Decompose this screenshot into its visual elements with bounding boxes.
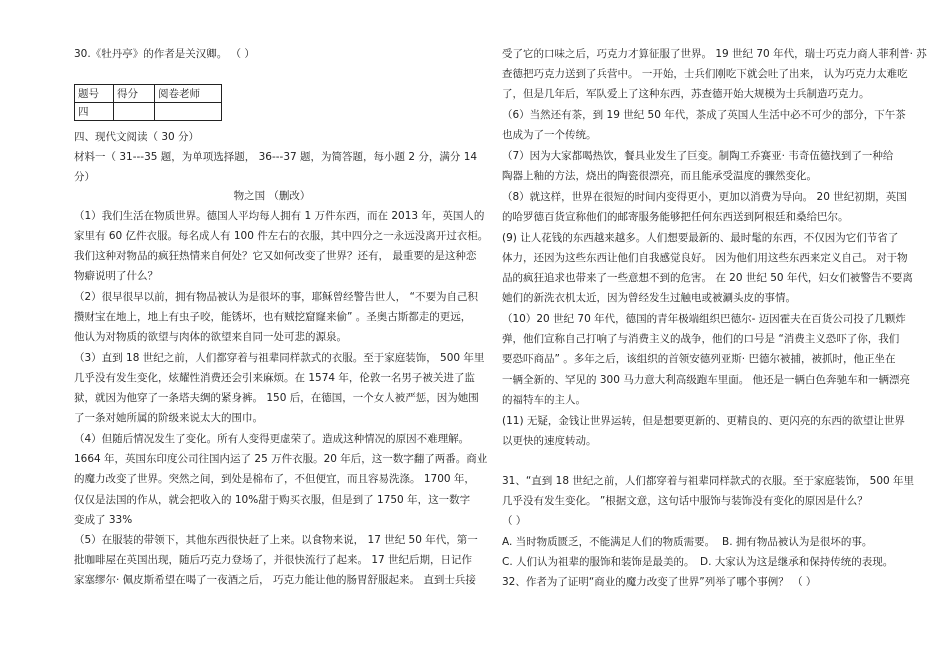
score-table <box>74 84 222 121</box>
section-title: 四、现代文阅读（ 30 分） <box>74 131 200 143</box>
paragraph-line: 我们这种对物品的疯狂热情来自何处？它又如何改变了世界？还有， 最重要的是这种恋 <box>74 250 477 262</box>
paragraph-line: （3）直到 18 世纪之前，人们都穿着与祖辈同样款式的衣服。至于家庭装饰， 500 年里 <box>74 352 485 364</box>
paragraph-line: 几乎没有发生变化，炫耀性消费还会引来麻烦。在 1574 年，伦敦一名男子被关进了监 <box>74 372 475 384</box>
question-32: 32、作者为了证明“商业的魔力改变了世界”列举了哪个事例？ （ ） <box>502 576 817 588</box>
paragraph-line: 她们的新洗衣机太近，因为曾经发生过触电或被涮头皮的事情。 <box>502 292 796 304</box>
score-header-grader: 阅卷老师 <box>155 85 222 103</box>
paragraph-line: （7）因为大家都喝热饮，餐具业发生了巨变。制陶工乔赛亚· 韦奇伍德找到了一种给 <box>502 150 894 162</box>
paragraph-line: 物癖说明了什么？ <box>74 270 158 282</box>
paragraph-line: 他认为对物质的欲望与肉体的欲望来自同一处可悲的源泉。 <box>74 331 347 343</box>
paragraph-line: 攒财宝在地上，地上有虫子咬，能锈坏，也有贼挖窟窿来偷” 。圣奥古斯都走的更远， <box>74 311 472 323</box>
paragraph-line: 变成了 33% <box>74 514 133 526</box>
score-header-score: 得分 <box>114 85 155 103</box>
paragraph-line: 的哈罗德百货宣称他们的邮寄服务能够把任何东西送到阿根廷和桑给巴尔。 <box>502 211 849 223</box>
paragraph-line: 的魔力改变了世界。突然之间，到处是棉布了，不但便宜，而且容易洗涤。 1700 年， <box>74 473 475 485</box>
paragraph-line: 1664 年，英国东印度公司往国内运了 25 万件衣服。20 年后，这一数字翻了两番。商业 <box>74 453 488 465</box>
paragraph-line: 了一条对她所属的阶级来说太大的围巾。 <box>74 412 263 424</box>
paragraph-line: 狱，就因为他穿了一条塔夫绸的紧身裤。 150 后，在德国，一个女人被严惩，因为她围 <box>74 392 479 404</box>
score-table-row <box>75 103 222 121</box>
paragraph-line: （1）我们生活在物质世界。德国人平均每人拥有 1 万件东西，而在 2013 年，英国人的 <box>74 210 485 222</box>
paragraph-line: 家里有 60 亿件衣服。每名成人有 100 件左右的衣服，其中四分之一永远没离开过衣柜。 <box>74 230 489 242</box>
paragraph-line: （8）就这样，世界在很短的时间内变得更小，更加以消费为导向。 20 世纪初期，英国 <box>502 191 907 203</box>
paragraph-line: （5）在服装的带领下，其他东西很快赶了上来。以食物来说， 17 世纪 50 年代，第一 <box>74 534 478 546</box>
paragraph-line: 品的疯狂追求也带来了一些意想不到的危害。 在 20 世纪 50 年代，妇女们被警告不要离 <box>502 272 913 284</box>
paragraph-line: 批咖啡屋在英国出现，随后巧克力登场了，并很快流行了起来。 17 世纪后期，日记作 <box>74 554 473 566</box>
question-31-line: 几乎没有发生变化。 ”根据文意，这句话中服饰与装饰没有变化的原因是什么？ <box>502 495 868 507</box>
score-header-number: 题号 <box>75 85 114 103</box>
paragraph-line: （4）但随后情况发生了变化。所有人变得更虚荣了。造成这种情况的原因不难理解。 <box>74 433 470 445</box>
score-cell-number: 四 <box>75 103 114 121</box>
paragraph-line: （10）20 世纪 70 年代，德国的青年极端组织巴德尔- 迈因霍夫在百货公司投了几颗炸 <box>502 313 906 325</box>
option-a: A. 当时物质匮乏，不能满足人们的物质需要。 <box>502 536 716 548</box>
paragraph-line: 陶器上釉的方法，烧出的陶瓷很漂亮，而且能承受温度的骤然变化。 <box>502 170 817 182</box>
paragraph-line: （2）很早很早以前，拥有物品被认为是很坏的事，耶稣曾经警告世人， “不要为自己积 <box>74 291 478 303</box>
paragraph-line: 以更快的速度转动。 <box>502 435 597 447</box>
paragraph-line: 体力，还因为这些东西让他们自我感觉良好。 因为他们用这些东西来定义自己。 对于物 <box>502 252 908 264</box>
paragraph-line: 要恐吓商品” 。多年之后，该组织的首领安德列亚斯· 巴德尔被捕，被抓时，他正坐在 <box>502 353 896 365</box>
paragraph-line: (9) 让人花钱的东西越来越多。人们想要最新的、最时髦的东西，不仅因为它们节省了 <box>502 232 899 244</box>
paragraph-line: 查德把巧克力送到了兵营中。 一开始，士兵们刚吃下就会吐了出来， 认为巧克力太难吃 <box>502 68 908 80</box>
score-cell-score <box>114 103 155 121</box>
paragraph-line: 一辆全新的、罕见的 300 马力意大利高级跑车里面。 他还是一辆白色奔驰车和一辆漂亮 <box>502 374 911 386</box>
paragraph-line: 仅仅是法国的作从，就会把收入的 10%甜于购买衣服，但是到了 1750 年，这一数字 <box>74 494 471 506</box>
paragraph-line: 了，但是几年后，军队爱上了这种东西，苏查德开始大规模为士兵制造巧克力。 <box>502 88 870 100</box>
paragraph-line: （6）当然还有茶，到 19 世纪 50 年代，茶成了英国人生活中必不可少的部分，下午茶 <box>502 109 906 121</box>
score-table-header-row <box>75 85 222 103</box>
option-c: C. 人们认为祖辈的服饰和装饰是最美的。 <box>502 556 695 568</box>
score-cell-grader <box>155 103 222 121</box>
material-instruction-line: 材料一（ 31---35 题，为单项选择题， 36---37 题，为简答题，每小题 2 分，满分 14 <box>74 151 478 163</box>
article-title: 物之国 （删改） <box>233 190 311 202</box>
paragraph-line: 弹，他们宣称自己打响了与消费主义的战争，他们的口号是 “消费主义恐吓了你，我们 <box>502 333 900 345</box>
question-30: 30.《牡丹亭》的作者是关汉卿。 （ ） <box>74 48 255 60</box>
question-31-answer-blank: （ ） <box>502 515 527 527</box>
paragraph-line: 的福特车的主人。 <box>502 394 586 406</box>
question-31-line: 31、“直到 18 世纪之前，人们都穿着与祖辈同样款式的衣服。至于家庭装饰， 500 年里 <box>502 475 915 487</box>
option-d: D. 大家认为这是继承和保持传统的表现。 <box>700 556 894 568</box>
option-b: B. 拥有物品被认为是很坏的事。 <box>722 536 873 548</box>
paragraph-line: 家塞缪尔· 佩皮斯希望在喝了一夜酒之后， 巧克力能让他的肠胃舒服起来。 直到士兵接 <box>74 574 476 586</box>
paragraph-line: (11) 无疑，金钱让世界运转，但是想要更新的、更精良的、更闪亮的东西的欲望让世界 <box>502 415 905 427</box>
paragraph-line: 也成为了一个传统。 <box>502 129 597 141</box>
paragraph-line: 受了它的口味之后，巧克力才算征服了世界。 19 世纪 70 年代，瑞士巧克力商人菲利普· 苏 <box>502 48 927 60</box>
material-instruction-line: 分） <box>74 171 95 183</box>
